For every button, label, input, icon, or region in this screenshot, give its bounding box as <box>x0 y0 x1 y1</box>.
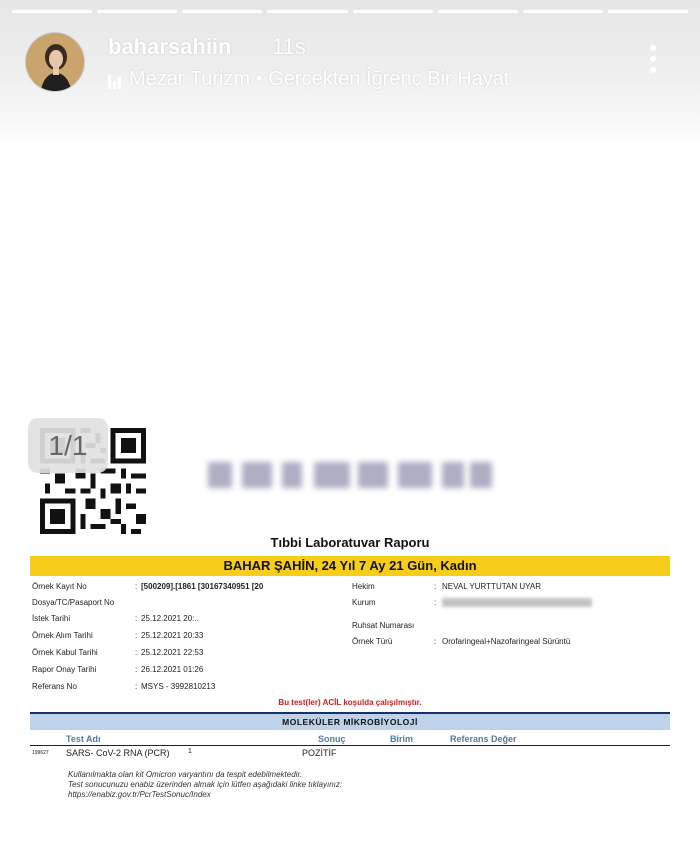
note-line: Test sonucunuzu enabiz üzerinden almak için lütfen aşağıdaki linke tıklayınız: <box>68 780 343 789</box>
table-header <box>30 734 670 745</box>
progress-segment <box>97 10 177 13</box>
field-colon: : <box>135 614 138 623</box>
field-colon: : <box>135 582 138 591</box>
progress-segment <box>438 10 518 13</box>
field-value: NEVAL YURTTUTAN UYAR <box>442 582 541 591</box>
field-colon: : <box>135 665 138 674</box>
progress-segment <box>182 10 262 13</box>
note-line: Kullanılmakta olan kit Omicron varyantını da tespit edebilmektedir. <box>68 770 303 779</box>
report-title: Tıbbi Laboratuvar Raporu <box>270 535 430 550</box>
table-row <box>30 748 670 762</box>
report-notes <box>68 770 342 800</box>
story-username[interactable]: baharsahiin <box>108 34 232 59</box>
field-label: Referans No <box>32 682 77 691</box>
patient-banner: BAHAR ŞAHİN, 24 Yıl 7 Ay 21 Gün, Kadın <box>30 556 670 576</box>
urgent-note: Bu test(ler) ACİL koşulda çalışılmıştır. <box>278 698 422 707</box>
music-icon <box>108 71 121 89</box>
redacted-hospital-header <box>208 454 492 494</box>
avatar[interactable] <box>25 32 85 92</box>
field-colon: : <box>135 631 138 640</box>
field-label: Örnek Alım Tarihi <box>32 631 93 640</box>
more-options-icon[interactable] <box>646 45 660 79</box>
field-label: İstek Tarihi <box>32 614 71 623</box>
col-reference: Referans Değer <box>450 734 517 744</box>
field-label: Hekim <box>352 582 375 591</box>
progress-segment <box>608 10 688 13</box>
test-marker: 1 <box>188 748 192 755</box>
field-value: 25.12.2021 20:33 <box>141 631 204 640</box>
progress-segment <box>353 10 433 13</box>
music-track-label: Mezar Turizm • Gerçekten İğrenç Bir Hayat <box>129 68 510 90</box>
table-divider <box>30 745 670 746</box>
field-value: Orofaringeal+Nazofaringeal Sürüntü <box>442 637 571 646</box>
field-colon: : <box>135 648 138 657</box>
redacted-institution <box>442 598 592 607</box>
field-label: Örnek Türü <box>352 637 393 646</box>
section-header: MOLEKÜLER MİKROBİYOLOJİ <box>30 712 670 730</box>
col-result: Sonuç <box>318 734 346 744</box>
story-progress-bar <box>12 10 688 13</box>
story-timestamp: 11s <box>272 34 306 59</box>
test-code: 199627 <box>32 750 49 756</box>
field-label: Ruhsat Numarası <box>352 621 415 630</box>
col-unit: Birim <box>390 734 414 744</box>
progress-segment <box>267 10 347 13</box>
field-label: Kurum <box>352 598 376 607</box>
field-value: 26.12.2021 01:26 <box>141 665 204 674</box>
col-test-name: Test Adı <box>66 734 101 744</box>
field-value: 25.12.2021 22:53 <box>141 648 204 657</box>
field-colon: : <box>434 582 437 591</box>
note-link[interactable]: https://enabiz.gov.tr/PcrTestSonuc/Index <box>68 790 211 799</box>
field-value: [500209].[1861 [30167340951 [20 <box>141 582 264 591</box>
field-colon: : <box>135 682 138 691</box>
field-colon: : <box>434 598 437 607</box>
test-result: POZİTİF <box>302 748 337 758</box>
progress-segment <box>12 10 92 13</box>
field-label: Örnek Kabul Tarihi <box>32 648 98 657</box>
story-music[interactable] <box>108 68 509 91</box>
field-colon: : <box>434 637 437 646</box>
field-label: Rapor Onay Tarihi <box>32 665 97 674</box>
field-label: Dosya/TC/Pasaport No <box>32 598 115 607</box>
field-value: 25.12.2021 20:.. <box>141 614 199 623</box>
story-header <box>0 0 700 150</box>
field-value: MSYS - 3992810213 <box>141 682 216 691</box>
progress-segment <box>523 10 603 13</box>
test-name: SARS- CoV-2 RNA (PCR) <box>66 748 170 758</box>
field-label: Örnek Kayıt No <box>32 582 87 591</box>
page-indicator: 1/1 <box>28 418 108 473</box>
